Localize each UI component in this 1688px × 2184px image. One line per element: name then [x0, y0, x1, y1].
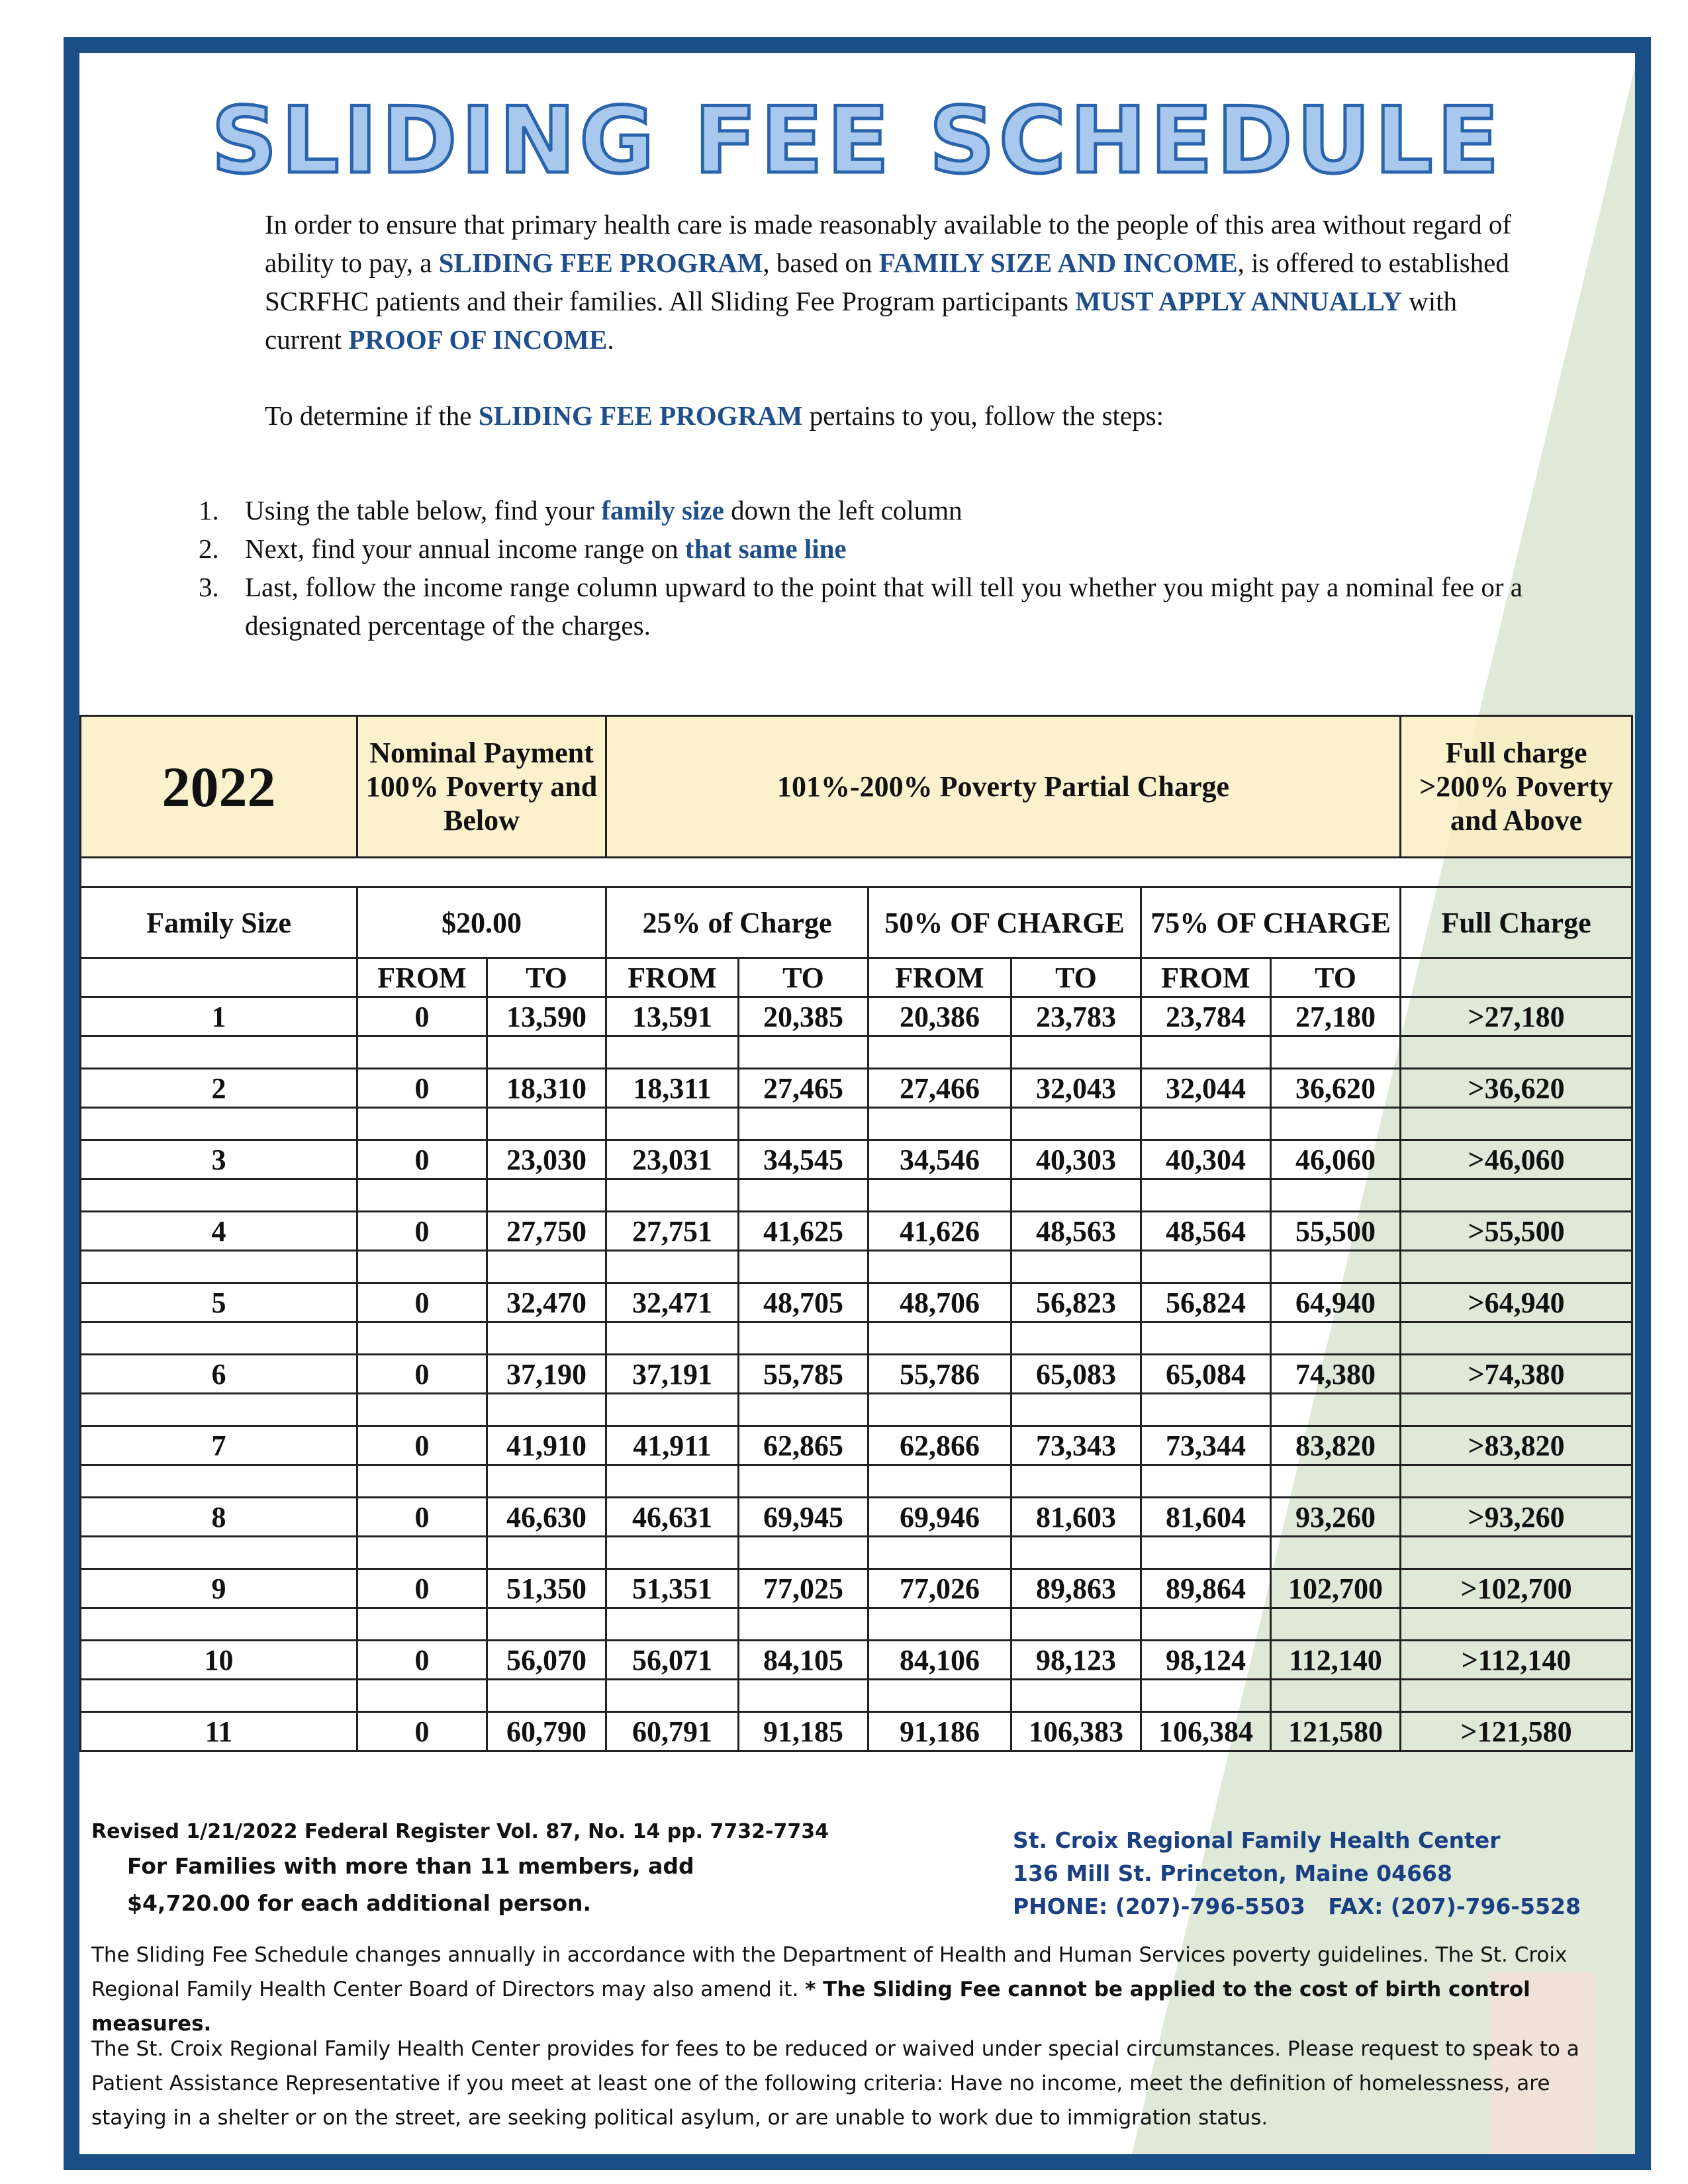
income-cell: 69,945: [739, 1498, 868, 1537]
table-row: [81, 1212, 1632, 1251]
nominal-header: Nominal Payment 100% Poverty and Below: [357, 716, 606, 858]
full-charge-cell: >93,260: [1401, 1498, 1632, 1537]
income-cell: 0: [357, 1498, 487, 1537]
table-separator: [81, 858, 1632, 887]
income-cell: 98,124: [1141, 1641, 1271, 1680]
income-cell: 0: [357, 1355, 487, 1394]
full-charge-cell: >102,700: [1401, 1569, 1632, 1608]
income-cell: 41,626: [868, 1212, 1011, 1251]
full-charge-cell: >112,140: [1401, 1641, 1632, 1680]
step-highlight: that same line: [684, 533, 847, 564]
income-cell: 0: [357, 1426, 487, 1465]
org-name: St. Croix Regional Family Health Center: [1013, 1827, 1501, 1853]
intro-highlight: FAMILY SIZE AND INCOME: [878, 248, 1238, 278]
income-cell: 32,043: [1011, 1069, 1141, 1108]
income-cell: 121,580: [1271, 1712, 1401, 1751]
org-address: 136 Mill St. Princeton, Maine 04668: [1013, 1860, 1452, 1886]
family-size-cell: 5: [81, 1283, 357, 1322]
family-size-cell: 1: [81, 997, 357, 1036]
income-cell: 106,383: [1011, 1712, 1141, 1751]
income-cell: 46,630: [487, 1498, 606, 1537]
income-cell: 51,351: [606, 1569, 739, 1608]
to-label: TO: [1271, 958, 1401, 997]
table-row: [81, 1712, 1632, 1751]
table-row: [81, 1140, 1632, 1179]
income-cell: 73,343: [1011, 1426, 1141, 1465]
income-cell: 56,823: [1011, 1283, 1141, 1322]
income-cell: 102,700: [1271, 1569, 1401, 1608]
steps-intro-text: pertains to you, follow the steps:: [802, 400, 1164, 431]
income-cell: 27,180: [1271, 997, 1401, 1036]
income-cell: 40,304: [1141, 1140, 1271, 1179]
full-charge-cell: >46,060: [1401, 1140, 1632, 1179]
income-cell: 23,030: [487, 1140, 606, 1179]
intro-highlight: MUST APPLY ANNUALLY: [1075, 286, 1402, 316]
table-gap-row: [81, 1179, 1632, 1212]
income-cell: 89,863: [1011, 1569, 1141, 1608]
table-row: [81, 1283, 1632, 1322]
income-cell: 41,625: [739, 1212, 868, 1251]
family-size-cell: 9: [81, 1569, 357, 1608]
org-phone: PHONE: (207)-796-5503 FAX: (207)-796-5528: [1013, 1893, 1581, 1919]
family-size-cell: 6: [81, 1355, 357, 1394]
intro-highlight: SLIDING FEE PROGRAM: [438, 248, 763, 278]
table-gap-row: [81, 1680, 1632, 1712]
income-cell: 46,060: [1271, 1140, 1401, 1179]
year-cell: 2022: [81, 716, 357, 858]
income-cell: 91,185: [739, 1712, 868, 1751]
income-cell: 91,186: [868, 1712, 1011, 1751]
income-cell: 77,025: [739, 1569, 868, 1608]
schedule-note: [91, 1938, 1614, 2041]
step-text-part: down the left column: [724, 495, 962, 525]
income-cell: 93,260: [1271, 1498, 1401, 1537]
income-cell: 84,106: [868, 1641, 1011, 1680]
income-cell: 18,311: [606, 1069, 739, 1108]
from-label: FROM: [606, 958, 739, 997]
income-cell: 0: [357, 1641, 487, 1680]
full-charge-cell: >83,820: [1401, 1426, 1632, 1465]
income-cell: 89,864: [1141, 1569, 1271, 1608]
sliding-fee-table: [79, 715, 1633, 1752]
full-charge-cell: >121,580: [1401, 1712, 1632, 1751]
income-cell: 13,591: [606, 997, 739, 1036]
step-text-part: Last, follow the income range column upward to the point that will tell you whether you might pay a nominal fee or a designated percentage of the charges.: [245, 572, 1523, 641]
fee-rows: [81, 997, 1632, 1751]
intro-highlight: PROOF OF INCOME: [348, 324, 608, 355]
full-charge-cell: >27,180: [1401, 997, 1632, 1036]
income-cell: 55,500: [1271, 1212, 1401, 1251]
steps-list: [199, 491, 1523, 645]
additional-member-line: $4,720.00 for each additional person.: [127, 1890, 592, 1916]
table-row: [81, 1426, 1632, 1465]
step-item: [199, 568, 1523, 645]
income-cell: 0: [357, 1069, 487, 1108]
steps-intro-text: To determine if the: [265, 400, 479, 431]
income-cell: 112,140: [1271, 1641, 1401, 1680]
income-cell: 0: [357, 1712, 487, 1751]
income-cell: 41,910: [487, 1426, 606, 1465]
table-gap-row: [81, 1322, 1632, 1355]
family-size-cell: 2: [81, 1069, 357, 1108]
income-cell: 0: [357, 1283, 487, 1322]
income-cell: 65,084: [1141, 1355, 1271, 1394]
waiver-note: The St. Croix Regional Family Health Center provides for fees to be reduced or waived under special circumstances. Please request to speak to a Patient Assistance Representative if you meet at least one of the following criteria: Have no income, meet the definition of homelessness, are staying in a shelter or on the street, are seeking political asylum, or are unable to work due to immigration status.: [91, 2037, 1579, 2130]
table-row: [81, 1498, 1632, 1537]
intro-text: , based on: [763, 248, 879, 278]
step-number: 1.: [199, 495, 219, 525]
contact-block: [1013, 1824, 1581, 1923]
steps-intro-highlight: SLIDING FEE PROGRAM: [478, 400, 803, 431]
step-text-part: Using the table below, find your: [245, 495, 602, 525]
income-cell: 27,465: [739, 1069, 868, 1108]
family-size-cell: 3: [81, 1140, 357, 1179]
revised-note: Revised 1/21/2022 Federal Register Vol. 87, No. 14 pp. 7732-7734: [91, 1820, 829, 1843]
income-cell: 0: [357, 1212, 487, 1251]
full-charge-header: Full charge >200% Poverty and Above: [1401, 716, 1632, 858]
category-full: Full Charge: [1401, 887, 1632, 958]
full-charge-cell: >64,940: [1401, 1283, 1632, 1322]
income-cell: 56,824: [1141, 1283, 1271, 1322]
table-row: [81, 1569, 1632, 1608]
table-row: [81, 1069, 1632, 1108]
income-cell: 23,784: [1141, 997, 1271, 1036]
income-cell: 34,546: [868, 1140, 1011, 1179]
category-75: 75% OF CHARGE: [1141, 887, 1401, 958]
income-cell: 48,564: [1141, 1212, 1271, 1251]
birth-control-note: * The Sliding Fee cannot be applied to the cost of birth control measures.: [91, 1978, 1530, 2036]
family-size-cell: 11: [81, 1712, 357, 1751]
income-cell: 32,470: [487, 1283, 606, 1322]
family-size-cell: 8: [81, 1498, 357, 1537]
page-frame: [64, 37, 1651, 2170]
income-cell: 20,385: [739, 997, 868, 1036]
step-text: [245, 491, 1523, 529]
family-size-label: Family Size: [81, 887, 357, 958]
income-cell: 37,190: [487, 1355, 606, 1394]
additional-member-note: [127, 1848, 694, 1922]
income-cell: 69,946: [868, 1498, 1011, 1537]
from-label: FROM: [357, 958, 487, 997]
nominal-amount: $20.00: [357, 887, 606, 958]
income-cell: 106,384: [1141, 1712, 1271, 1751]
intro-text: In order to ensure that primary health care is made reasonably available to the people of this area without regard of ability to pay, a: [265, 209, 1511, 278]
step-text: [245, 529, 1523, 568]
income-cell: 60,791: [606, 1712, 739, 1751]
table-row: [81, 997, 1632, 1036]
table-gap-row: [81, 1537, 1632, 1569]
table-gap-row: [81, 1108, 1632, 1140]
table-header-row: [81, 716, 1632, 858]
income-cell: 0: [357, 1569, 487, 1608]
table-gap-row: [81, 1608, 1632, 1641]
step-number: 2.: [199, 533, 219, 564]
income-cell: 73,344: [1141, 1426, 1271, 1465]
income-cell: 32,044: [1141, 1069, 1271, 1108]
income-cell: 55,786: [868, 1355, 1011, 1394]
from-to-row: [81, 958, 1632, 997]
partial-header: 101%-200% Poverty Partial Charge: [606, 716, 1401, 858]
intro-text: , is offered to established SCRFHC patients and their families. All Sliding Fee Program participants: [265, 248, 1509, 316]
income-cell: 56,070: [487, 1641, 606, 1680]
table-gap-row: [81, 1251, 1632, 1283]
schedule-note-text: The Sliding Fee Schedule changes annually in accordance with the Department of Health and Human Services poverty guidelines. The St. Croix Regional Family Health Center Board of Directors may also amend it.: [91, 1943, 1568, 2001]
income-cell: 48,706: [868, 1283, 1011, 1322]
income-cell: 41,911: [606, 1426, 739, 1465]
additional-member-line: For Families with more than 11 members, add: [127, 1853, 694, 1879]
full-charge-cell: >74,380: [1401, 1355, 1632, 1394]
from-label: FROM: [868, 958, 1011, 997]
income-cell: 62,865: [739, 1426, 868, 1465]
income-cell: 20,386: [868, 997, 1011, 1036]
table-row: [81, 1355, 1632, 1394]
income-cell: 13,590: [487, 997, 606, 1036]
income-cell: 81,603: [1011, 1498, 1141, 1537]
income-cell: 0: [357, 1140, 487, 1179]
income-cell: 36,620: [1271, 1069, 1401, 1108]
from-label: FROM: [1141, 958, 1271, 997]
income-cell: 62,866: [868, 1426, 1011, 1465]
to-label: TO: [739, 958, 868, 997]
full-charge-cell: >55,500: [1401, 1212, 1632, 1251]
income-cell: 40,303: [1011, 1140, 1141, 1179]
income-cell: 23,783: [1011, 997, 1141, 1036]
income-cell: 98,123: [1011, 1641, 1141, 1680]
step-highlight: family size: [601, 495, 724, 525]
income-cell: 83,820: [1271, 1426, 1401, 1465]
step-text: [245, 568, 1523, 645]
income-cell: 56,071: [606, 1641, 739, 1680]
to-label: TO: [487, 958, 606, 997]
income-cell: 27,751: [606, 1212, 739, 1251]
intro-paragraph: [265, 205, 1523, 359]
page-title: SLIDING FEE SCHEDULE: [211, 87, 1503, 194]
category-50: 50% OF CHARGE: [868, 887, 1141, 958]
income-cell: 77,026: [868, 1569, 1011, 1608]
income-cell: 74,380: [1271, 1355, 1401, 1394]
income-cell: 27,750: [487, 1212, 606, 1251]
steps-intro: [265, 400, 1523, 432]
income-cell: 34,545: [739, 1140, 868, 1179]
table-gap-row: [81, 1465, 1632, 1498]
income-cell: 27,466: [868, 1069, 1011, 1108]
family-size-cell: 7: [81, 1426, 357, 1465]
income-cell: 84,105: [739, 1641, 868, 1680]
income-cell: 55,785: [739, 1355, 868, 1394]
income-cell: 37,191: [606, 1355, 739, 1394]
income-cell: 60,790: [487, 1712, 606, 1751]
income-cell: 18,310: [487, 1069, 606, 1108]
step-item: [199, 491, 1523, 529]
income-cell: 32,471: [606, 1283, 739, 1322]
family-size-cell: 10: [81, 1641, 357, 1680]
income-cell: 51,350: [487, 1569, 606, 1608]
intro-text: .: [607, 324, 614, 355]
family-size-cell: 4: [81, 1212, 357, 1251]
income-cell: 64,940: [1271, 1283, 1401, 1322]
income-cell: 48,563: [1011, 1212, 1141, 1251]
full-charge-cell: >36,620: [1401, 1069, 1632, 1108]
table-gap-row: [81, 1394, 1632, 1426]
intro-text: with current: [265, 286, 1458, 355]
table-row: [81, 1641, 1632, 1680]
step-number: 3.: [199, 572, 219, 602]
step-text-part: Next, find your annual income range on: [245, 533, 685, 564]
income-cell: 48,705: [739, 1283, 868, 1322]
category-25: 25% of Charge: [606, 887, 868, 958]
income-cell: 65,083: [1011, 1355, 1141, 1394]
step-item: [199, 529, 1523, 568]
income-cell: 23,031: [606, 1140, 739, 1179]
table-gap-row: [81, 1036, 1632, 1069]
category-row: [81, 887, 1632, 958]
income-cell: 81,604: [1141, 1498, 1271, 1537]
to-label: TO: [1011, 958, 1141, 997]
income-cell: 46,631: [606, 1498, 739, 1537]
income-cell: 0: [357, 997, 487, 1036]
